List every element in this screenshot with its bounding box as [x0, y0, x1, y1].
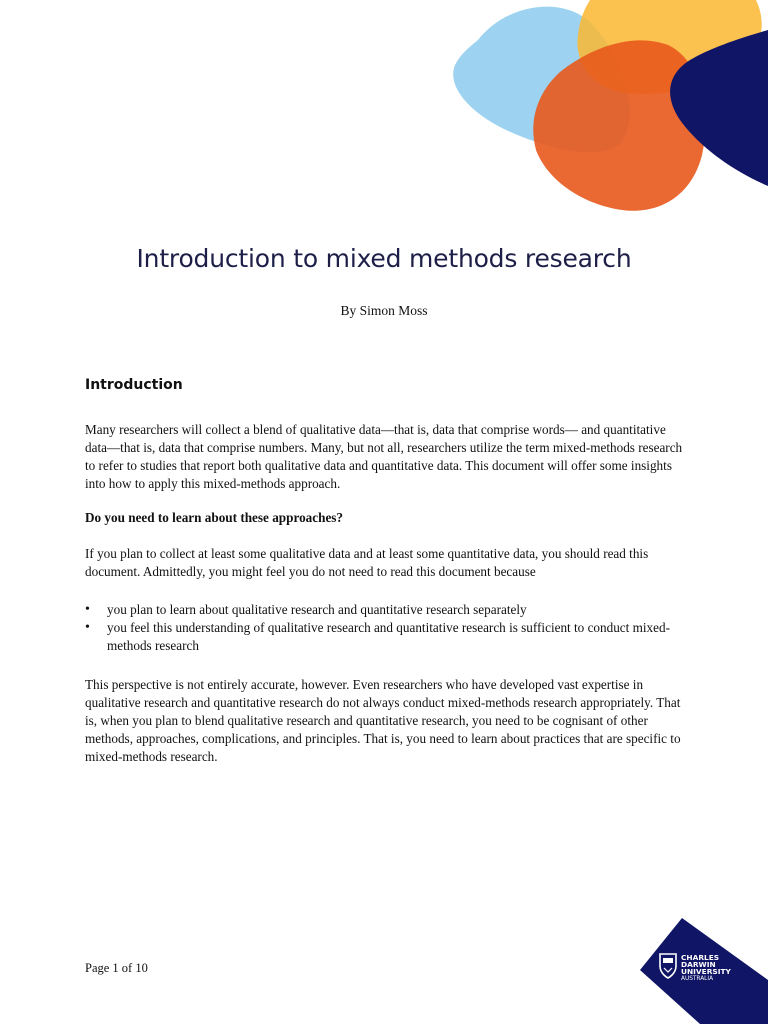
- page-number: Page 1 of 10: [85, 961, 148, 975]
- paragraph-3: This perspective is not entirely accurate, however. Even researchers who have developed vast expertise in qualitative research and quantitative research do not always conduct mixed-methods research appropriately. That is, when you plan to blend qualitative research and quantitative research, you need to be cognisant of other methods, approaches, complications, and principles. That is, you need to learn about practices that are specific to mixed-methods research.: [85, 677, 681, 764]
- decorative-blobs: [0, 0, 768, 220]
- logo-text: [681, 954, 751, 983]
- logo-line-1: CHARLES: [681, 953, 720, 962]
- logo-line-4: AUSTRALIA: [681, 975, 714, 982]
- list-item: • you feel this understanding of qualitative research and quantitative research is sufficient to conduct mixed-methods research: [85, 619, 685, 655]
- list-item: • you plan to learn about qualitative research and quantitative research separately: [85, 601, 685, 619]
- paragraph-2: If you plan to collect at least some qualitative data and at least some quantitative data, you should read this document. Admittedly, you might feel you do not need to read this document because: [85, 546, 649, 579]
- bullet-list: [85, 601, 685, 655]
- logo-line-3: UNIVERSITY: [681, 967, 731, 977]
- subheading: Do you need to learn about these approaches?: [85, 510, 344, 525]
- author-line: By Simon Moss: [340, 303, 428, 318]
- section-heading: Introduction: [85, 377, 183, 393]
- document-title: Introduction to mixed methods research: [136, 244, 632, 273]
- paragraph-1: Many researchers will collect a blend of qualitative data—that is, data that comprise words— and quantitative data—that is, data that comprise numbers. Many, but not all, researchers utilize the term mixed-methods research to refer to studies that report both qualitative data and quantitative data. This document will offer some insights into how to apply this mixed-methods approach.: [85, 422, 683, 491]
- logo-line-2: DARWIN: [681, 960, 716, 970]
